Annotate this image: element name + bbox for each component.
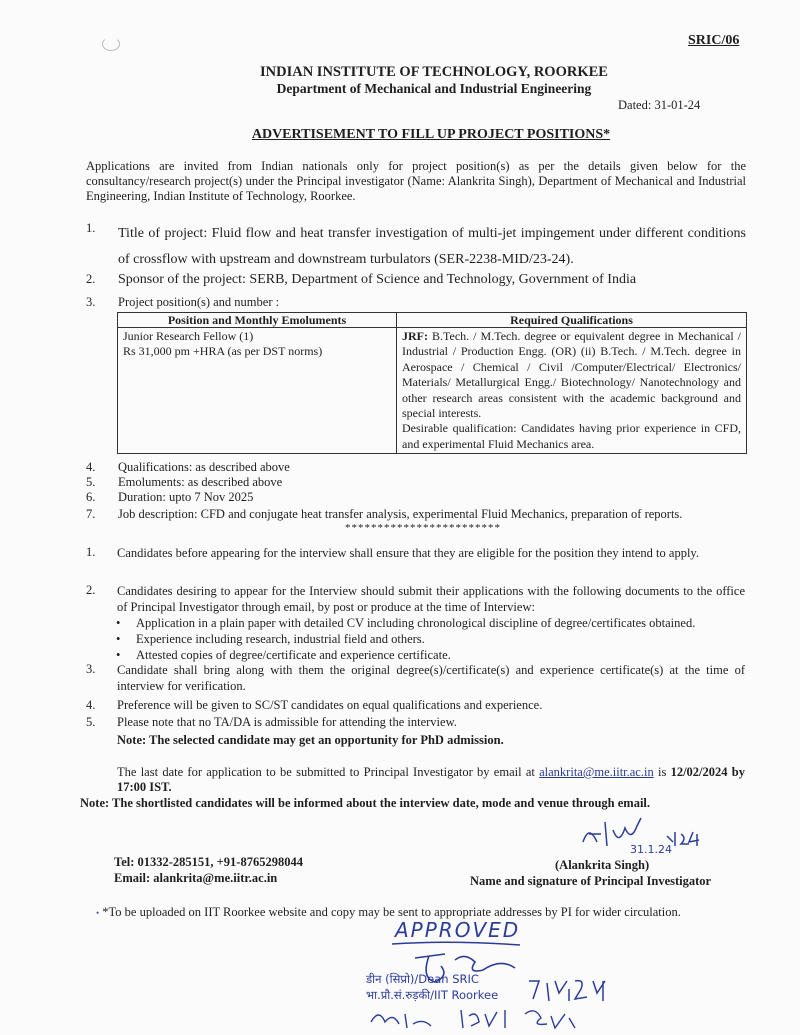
position-name: Junior Research Fellow (1) [123,329,254,343]
footnote-text: *To be uploaded on IIT Roorkee website and copy may be sent to appropriate addresses by PI for wider circulation. [102,905,681,919]
note-number: 1. [86,545,96,559]
signature-date: 31.1.24 [630,843,672,856]
item-number: 1. [86,221,96,235]
note-number: 4. [86,698,96,712]
bullet-mark: • [96,908,100,918]
item-number: 7. [86,507,96,521]
positions-heading: Project position(s) and number : [118,295,280,309]
qualification-cell [397,328,747,454]
contact-tel: Tel: 01332-285151, +91-8765298044 [114,855,303,869]
project-title: Title of project: Fluid flow and heat transfer investigation of multi-jet impingement under different conditions of crossflow with upstream and downstream turbulators (SER-2238-MID/23-24). [118,226,746,267]
dated: Dated: 31-01-24 [618,98,701,112]
approved-mark: APPROVED [395,918,521,942]
handwritten-initials [365,1004,585,1034]
signatory-name: (Alankrita Singh) [555,858,650,872]
note-documents: Candidates desiring to appear for the Interview should submit their applications with the following documents to the office of Principal Investigator through email, by post or produce at the time of Interview: [117,584,745,614]
pi-email-link[interactable]: alankrita@me.iitr.ac.in [539,765,654,779]
desirable-qualification: Desirable qualification: Candidates having prior experience in CFD, and experimental Fluid Mechanics area. [402,421,741,451]
footnote [96,905,681,920]
approved-underline [390,940,525,948]
documents-list [114,615,748,663]
project-sponsor: Sponsor of the project: SERB, Department of Science and Technology, Government of India [118,272,637,287]
item-number: 6. [86,490,96,504]
note-originals: Candidate shall bring along with them the original degree(s)/certificate(s) and experience certificate(s) at the time of interview for verification. [117,663,745,693]
department-name: Department of Mechanical and Industrial Engineering [276,81,592,96]
positions-table [117,312,747,454]
note-number: 2. [86,583,96,597]
dean-handwritten-date [525,975,615,1005]
position-emoluments: Rs 31,000 pm +HRA (as per DST norms) [123,344,323,359]
document-item: • Experience including research, industrial field and others. [114,631,748,647]
qualification-text: B.Tech. / M.Tech. degree or equivalent degree in Mechanical / Industrial / Production Engg. (OR) (ii) B.Tech. / M.Tech. degree in Aerospace / Chemical / Civil /Computer/Electrical/ Electronics/ Materials/ Metallurgical Engg./ Biotechnology/ Nanotechnology and other research areas consistent with the academic background and special interests. [402,329,742,421]
note-tada: Please note that no TA/DA is admissible for attending the interview. [117,715,457,729]
punch-hole-mark [102,37,120,51]
last-date-is: is [657,765,667,779]
last-date-text: The last date for application to be submitted to Principal Investigator by email at [117,765,535,779]
advertisement-title: ADVERTISEMENT TO FILL UP PROJECT POSITIONS* [251,127,611,142]
note-number: 3. [86,662,96,676]
item-number: 5. [86,475,96,489]
dean-stamp-line1: डीन (सिप्रो)/Dean SRIC [366,972,479,986]
qualifications-line: Qualifications: as described above [118,460,290,474]
table-header: Position and Monthly Emoluments [118,313,397,328]
document-item: • Application in a plain paper with detailed CV including chronological discipline of degree/certificates obtained. [114,615,748,631]
job-description: Job description: CFD and conjugate heat transfer analysis, experimental Fluid Mechanics, preparation of reports. [118,507,683,521]
form-code: SRIC/06 [688,33,740,48]
document-item: • Attested copies of degree/certificate and experience certificate. [114,647,748,663]
emoluments-line: Emoluments: as described above [118,475,283,489]
item-number: 2. [86,272,96,286]
signatory-role: Name and signature of Principal Investigator [470,874,712,888]
note-number: 5. [86,715,96,729]
table-header: Required Qualifications [397,313,747,328]
item-number: 4. [86,460,96,474]
separator-stars: ************************ [345,522,501,534]
duration-line: Duration: upto 7 Nov 2025 [118,490,254,504]
institute-name: INDIAN INSTITUTE OF TECHNOLOGY, ROORKEE [260,64,608,80]
last-date-value: 12/02/2024 by 17:00 IST. [117,765,745,794]
last-date-paragraph [117,765,745,795]
phd-note: Note: The selected candidate may get an opportunity for PhD admission. [117,733,504,747]
position-cell [118,328,397,454]
shortlist-note: Note: The shortlisted candidates will be informed about the interview date, mode and venue through email. [80,796,651,810]
intro-paragraph: Applications are invited from Indian nationals only for project position(s) as per the details given below for the consultancy/research project(s) under the Principal investigator (Name: Alankrita Singh), Department of Mechanical and Industrial Engineering, Indian Institute of Technology, Roorkee. [86,159,746,203]
note-eligibility: Candidates before appearing for the interview shall ensure that they are eligible for the position they intend to apply. [117,546,699,560]
contact-email: Email: alankrita@me.iitr.ac.in [114,871,278,885]
item-number: 3. [86,295,96,309]
qualification-label: JRF: [402,329,428,343]
note-preference: Preference will be given to SC/ST candidates on equal qualifications and experience. [117,698,543,712]
dean-stamp-line2: भा.प्रौ.सं.रुड़की/IIT Roorkee [366,988,499,1002]
